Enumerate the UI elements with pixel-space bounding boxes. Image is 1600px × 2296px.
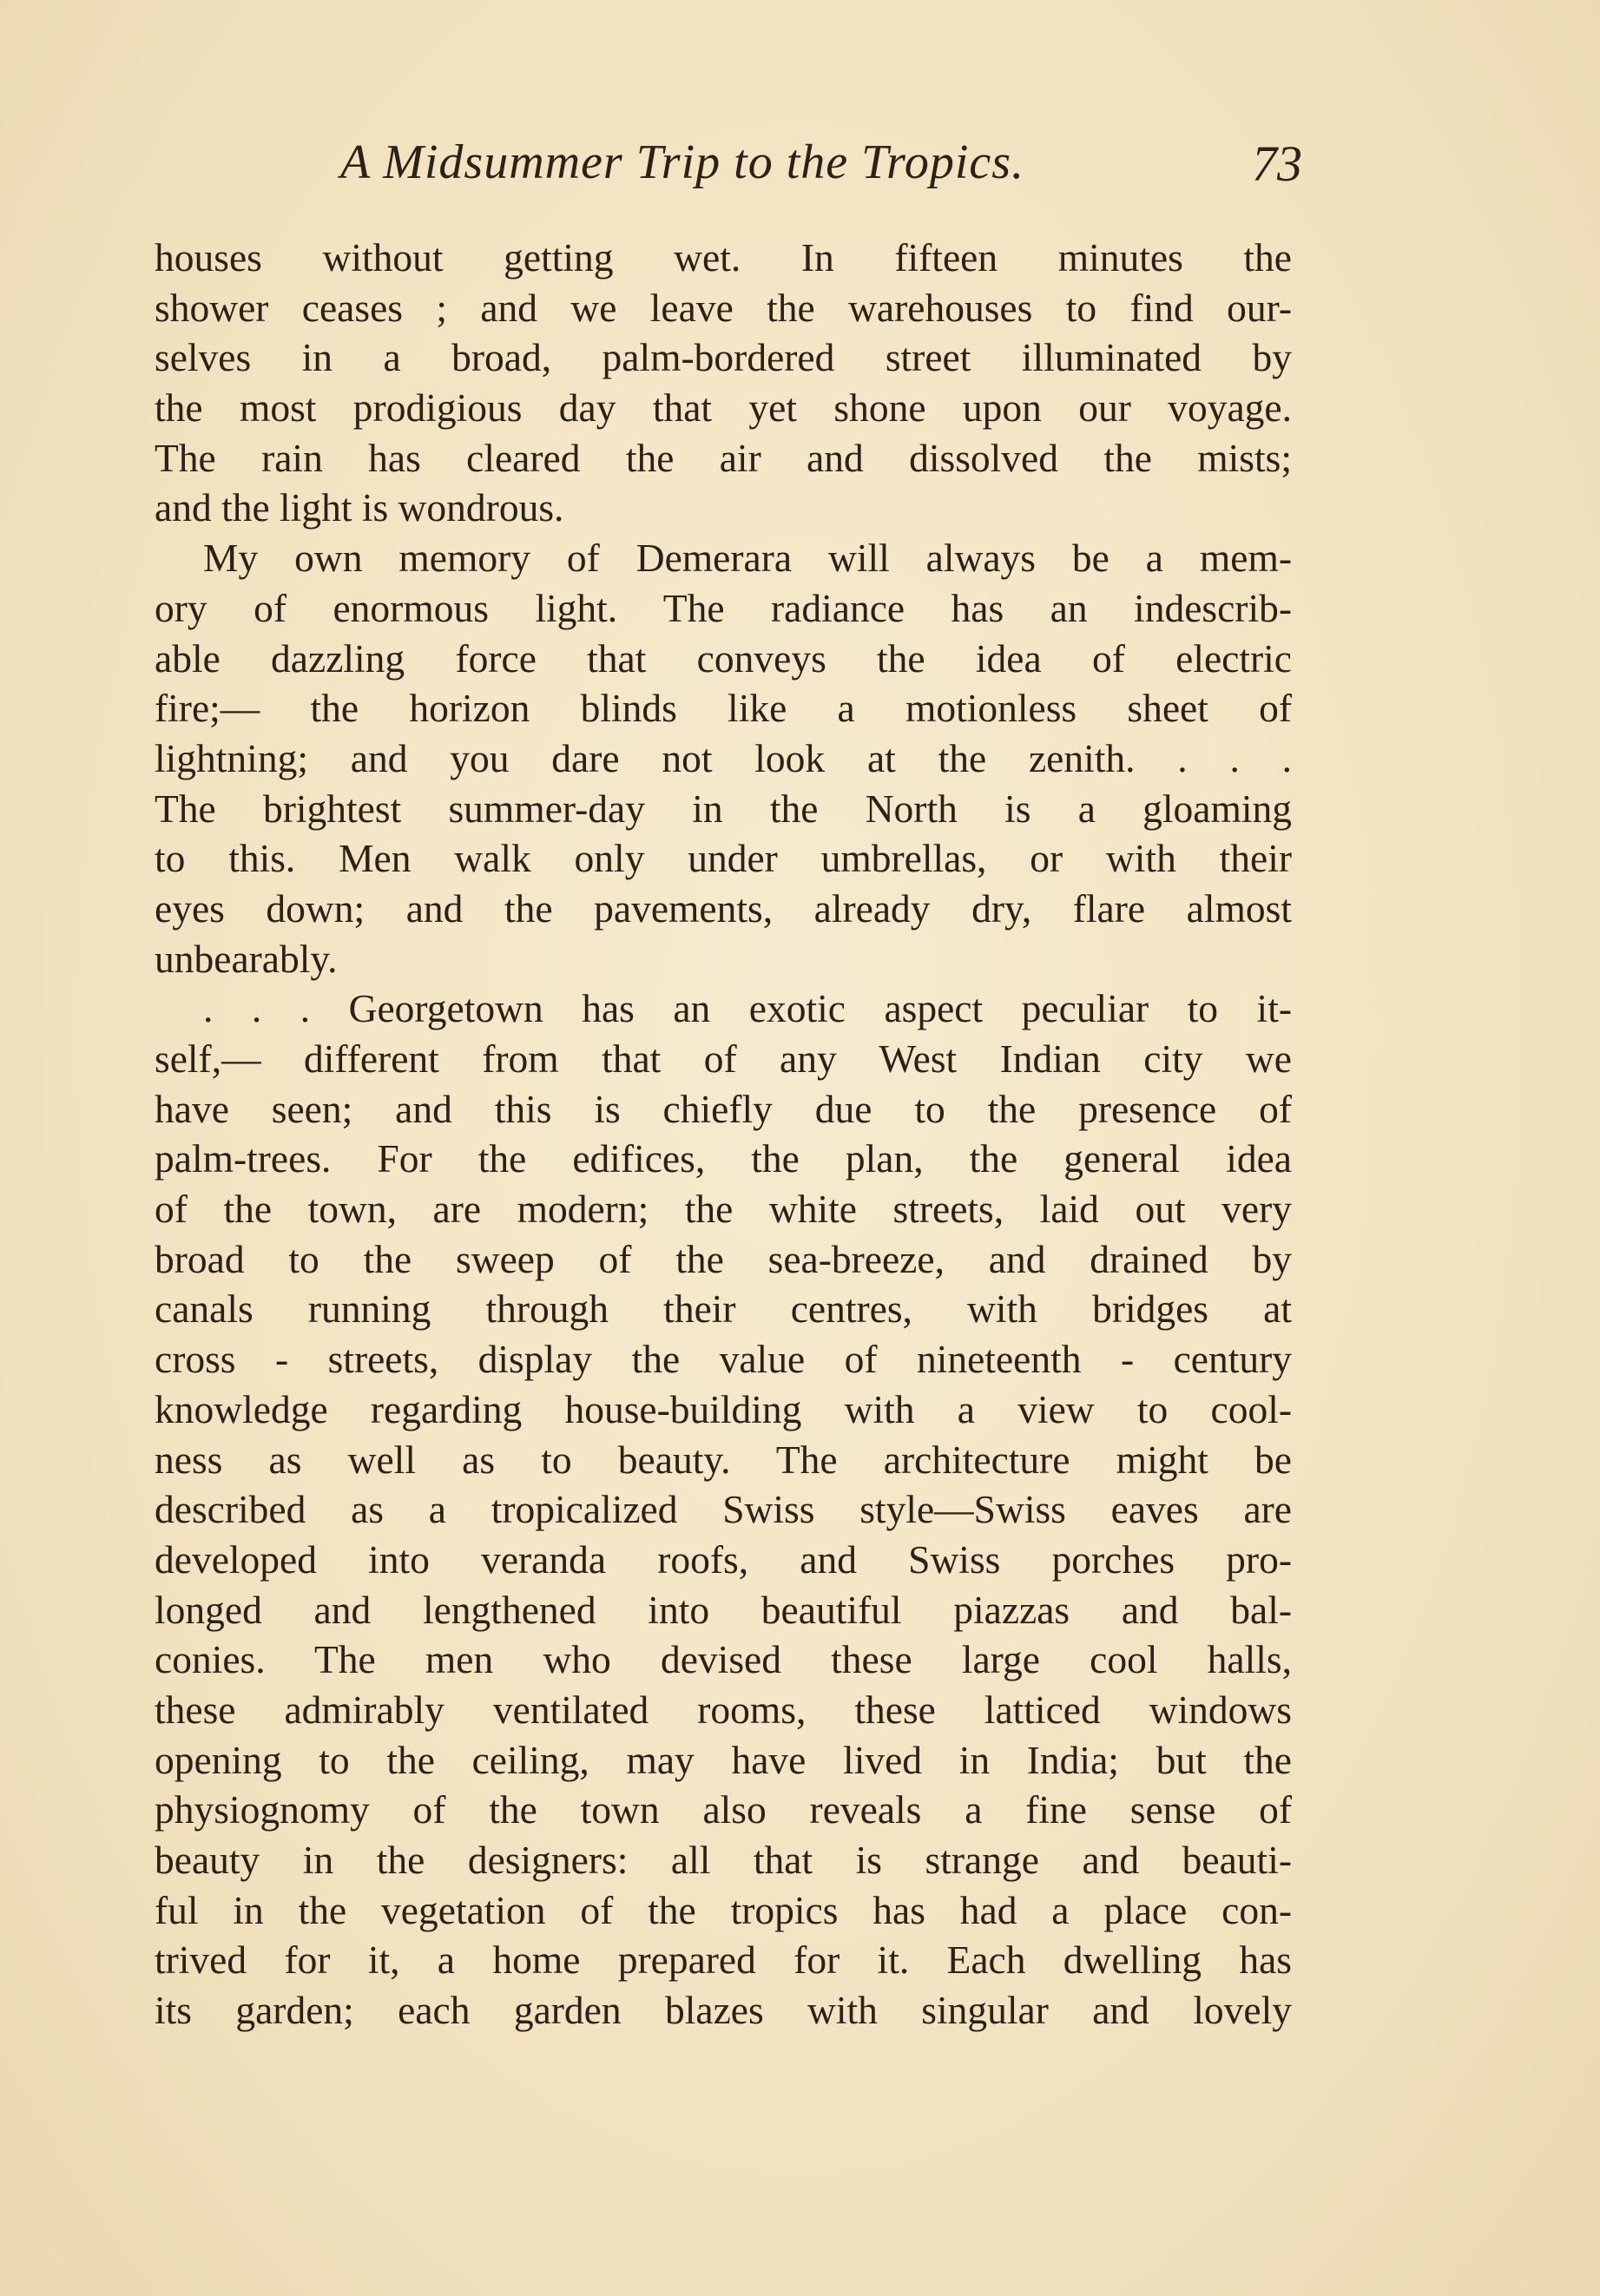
text-line: and the light is wondrous. xyxy=(155,485,564,530)
text-line: selves in a broad, palm-bordered street illuminated by xyxy=(155,335,1292,380)
text-line: shower ceases ; and we leave the warehouses to find our- xyxy=(155,285,1292,330)
text-line: opening to the ceiling, may have lived in India; but the xyxy=(155,1737,1292,1782)
page-number: 73 xyxy=(1252,135,1302,192)
text-line: these admirably ventilated rooms, these latticed windows xyxy=(155,1687,1292,1732)
text-line: ful in the vegetation of the tropics has had a place con- xyxy=(155,1887,1292,1932)
text-line: trived for it, a home prepared for it. Each dwelling has xyxy=(155,1937,1292,1983)
text-line: conies. The men who devised these large cool halls, xyxy=(155,1637,1292,1682)
text-line: . . . Georgetown has an exotic aspect peculiar to it- xyxy=(203,986,1292,1031)
text-line: broad to the sweep of the sea-breeze, and drained by xyxy=(155,1236,1292,1281)
text-line: self,— different from that of any West Indian city we xyxy=(155,1036,1292,1081)
text-line: unbearably. xyxy=(155,936,338,981)
text-line: houses without getting wet. In fifteen minutes the xyxy=(155,235,1292,280)
text-line: beauty in the designers: all that is strange and beauti- xyxy=(155,1838,1292,1882)
text-line: the most prodigious day that yet shone upon our voyage. xyxy=(155,385,1292,431)
text-line: The rain has cleared the air and dissolved the mists; xyxy=(155,435,1292,480)
text-line: ory of enormous light. The radiance has an indescrib- xyxy=(155,585,1292,630)
running-head xyxy=(330,135,1302,195)
text-line: longed and lengthened into beautiful piazzas and bal- xyxy=(155,1587,1292,1632)
body-text xyxy=(155,233,1292,2036)
text-line: palm-trees. For the edifices, the plan, the general idea xyxy=(155,1136,1292,1181)
text-line: have seen; and this is chiefly due to the presence of xyxy=(155,1086,1292,1131)
text-line: The brightest summer-day in the North is a gloaming xyxy=(155,786,1292,831)
text-line: described as a tropicalized Swiss style—Swiss eaves are xyxy=(155,1487,1292,1532)
text-line: canals running through their centres, with bridges at xyxy=(155,1286,1292,1332)
text-line: able dazzling force that conveys the idea of electric xyxy=(155,635,1292,681)
running-title: A Midsummer Trip to the Tropics. xyxy=(340,135,1025,189)
text-line: cross - streets, display the value of nineteenth - century xyxy=(155,1337,1292,1382)
text-line: to this. Men walk only under umbrellas, or with their xyxy=(155,836,1292,881)
text-line: developed into veranda roofs, and Swiss porches pro- xyxy=(155,1536,1292,1582)
text-line: lightning; and you dare not look at the zenith. . . . xyxy=(155,735,1292,780)
text-line: ness as well as to beauty. The architecture might be xyxy=(155,1437,1292,1482)
text-line: its garden; each garden blazes with singular and lovely xyxy=(155,1988,1292,2033)
text-line: knowledge regarding house-building with a view to cool- xyxy=(155,1386,1292,1431)
text-line: physiognomy of the town also reveals a fine sense of xyxy=(155,1787,1292,1832)
text-line: My own memory of Demerara will always be a mem- xyxy=(203,536,1292,581)
text-line: eyes down; and the pavements, already dry, flare almost xyxy=(155,885,1292,931)
text-line: fire;— the horizon blinds like a motionless sheet of xyxy=(155,686,1292,731)
text-line: of the town, are modern; the white streets, laid out very xyxy=(155,1187,1292,1232)
